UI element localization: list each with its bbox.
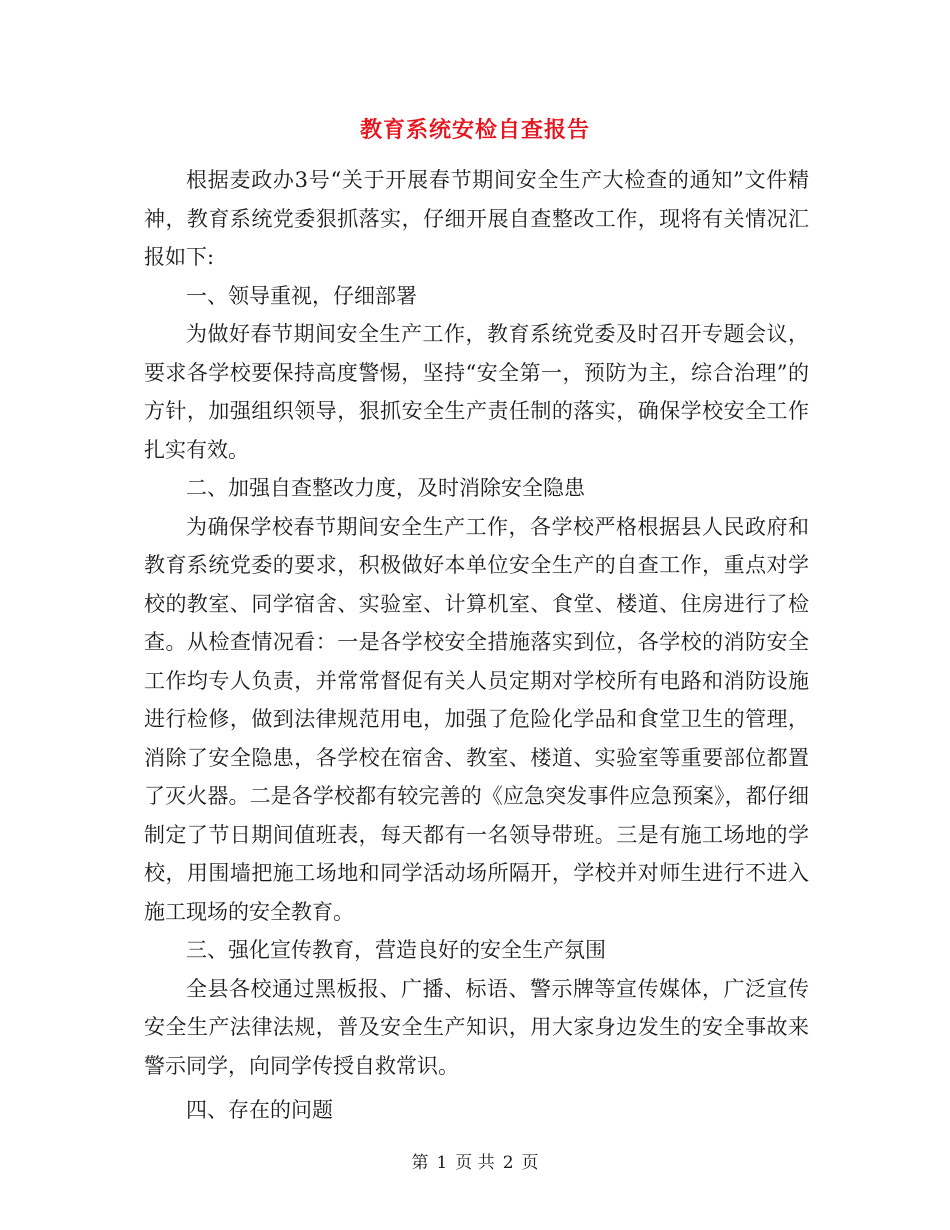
section-heading-3: 三、强化宣传教育，营造良好的安全生产氛围 [186, 938, 606, 962]
footer-prefix: 第 [411, 1153, 429, 1173]
paragraph-section-2: 为确保学校春节期间安全生产工作，各学校严格根据县人民政府和教育系统党委的要求，积极做好本单位安全生产的自查工作，重点对学校的教室、同学宿舍、实验室、计算机室、食堂、楼道、住房进行了检查。从检查情况看：一是各学校安全措施落实到位，各学校的消防安全工作均专人负责，并常常督促有关人员定期对学校所有电路和消防设施进行检修，做到法律规范用电，加强了危险化学品和食堂卫生的管理，消除了安全隐患，各学校在宿舍、教室、楼道、实验室等重要部位都置了灭火器。二是各学校都有较完善的《应急突发事件应急预案》，都仔细制定了节日期间值班表，每天都有一名领导带班。三是有施工场地的学校，用围墙把施工场地和同学活动场所隔开，学校并对师生进行不进入施工现场的安全教育。 [144, 514, 809, 924]
paragraph-section-1: 为做好春节期间安全生产工作，教育系统党委及时召开专题会议，要求各学校要保持高度警惕，坚持“安全第一，预防为主，综合治理”的方针，加强组织领导，狠抓安全生产责任制的落实，确保学校安全工作扎实有效。 [144, 322, 809, 462]
section-heading-4: 四、存在的问题 [186, 1098, 333, 1122]
paragraph-intro: 根据麦政办3号“关于开展春节期间安全生产大检查的通知”文件精神，教育系统党委狠抓落实，仔细开展自查整改工作，现将有关情况汇报如下: [144, 168, 809, 269]
paragraph-section-3: 全县各校通过黑板报、广播、标语、警示牌等宣传媒体，广泛宣传安全生产法律法规，普及安全生产知识，用大家身边发生的安全事故来警示同学，向同学传授自救常识。 [144, 976, 809, 1078]
page-footer [0, 1150, 950, 1176]
footer-middle: 页 共 [455, 1153, 495, 1173]
footer-suffix: 页 [521, 1153, 539, 1173]
document-body [144, 161, 809, 1130]
section-heading-1: 一、领导重视，仔细部署 [186, 283, 417, 308]
footer-total-pages: 2 [502, 1153, 514, 1173]
footer-current-page: 1 [436, 1153, 448, 1173]
section-heading-2: 二、加强自查整改力度，及时消除安全隐患 [186, 476, 585, 500]
document-title: 教育系统安检自查报告 [359, 117, 590, 143]
